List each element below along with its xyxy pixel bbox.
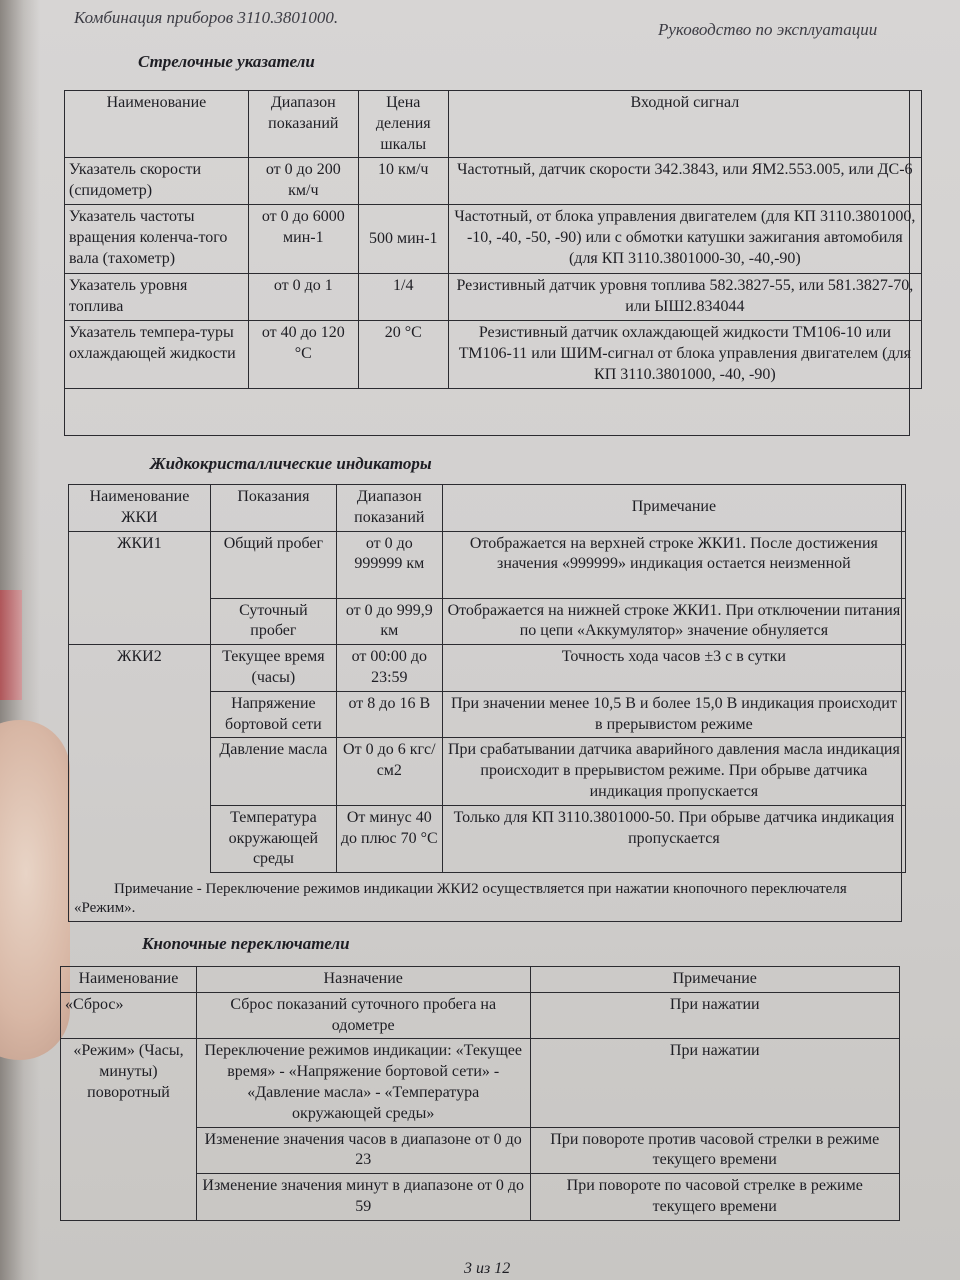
- col-note: Примечание: [530, 967, 900, 993]
- col-division: Цена деления шкалы: [358, 91, 448, 158]
- cell-range: от 0 до 999999 км: [336, 531, 442, 598]
- table-row: [61, 992, 900, 1039]
- table-row: [65, 321, 922, 388]
- cell-note: При нажатии: [530, 1039, 900, 1127]
- cell-note: При нажатии: [530, 992, 900, 1039]
- buttons-table: [60, 966, 900, 1221]
- cell-range: От минус 40 до плюс 70 °С: [336, 805, 442, 872]
- col-range: Диапазон показаний: [248, 91, 358, 158]
- cell-purpose: Изменение значения часов в диапазоне от 0 до 23: [196, 1127, 530, 1174]
- cell-note: При срабатывании датчика аварийного давления масла индикация происходит в прерывистом режиме. При обрыве датчика индикация пропускается: [442, 738, 905, 805]
- table-header-row: [69, 485, 906, 532]
- cell-name: «Режим» (Часы, минуты) поворотный: [61, 1039, 197, 1220]
- cell-signal: Резистивный датчик охлаждающей жидкости ТМ106-10 или ТМ106-11 или ШИМ-сигнал от блока управления двигателем (для КП 3110.3801000, -40, -90): [448, 321, 921, 388]
- col-purpose: Назначение: [196, 967, 530, 993]
- cell-range: от 00:00 до 23:59: [336, 645, 442, 692]
- lcd-table: [68, 484, 906, 873]
- col-note: Примечание: [442, 485, 905, 532]
- header-left: Комбинация приборов 3110.3801000.: [74, 8, 339, 27]
- cell-name: Указатель уровня топлива: [65, 274, 249, 321]
- table-row: [65, 274, 922, 321]
- cell-purpose: Сброс показаний суточного пробега на одометре: [196, 992, 530, 1039]
- cell-name: Указатель частоты вращения коленча-того вала (тахометр): [65, 205, 249, 274]
- table-row: [69, 645, 906, 692]
- cell-reading: Давление масла: [210, 738, 336, 805]
- cell-note: Точность хода часов ±3 с в сутки: [442, 645, 905, 692]
- lcd-footnote: Примечание - Переключение режимов индикации ЖКИ2 осуществляется при нажатии кнопочного переключателя «Режим».: [74, 881, 847, 916]
- cell-reading: Температура окружающей среды: [210, 805, 336, 872]
- col-signal: Входной сигнал: [448, 91, 921, 158]
- cell-division: 20 °С: [358, 321, 448, 388]
- col-range: Диапазон показаний: [336, 485, 442, 532]
- cell-note: При повороте по часовой стрелке в режиме текущего времени: [530, 1174, 900, 1221]
- cell-name: Указатель темпера-туры охлаждающей жидкости: [65, 321, 249, 388]
- table-row: [69, 531, 906, 598]
- header-right: Руководство по эксплуатации: [658, 20, 878, 39]
- page-number: 3 из 12: [464, 1260, 511, 1277]
- table-row: [65, 158, 922, 205]
- cell-note: Отображается на верхней строке ЖКИ1. После достижения значения «999999» индикация остается неизменной: [442, 531, 905, 598]
- col-name: Наименование: [61, 967, 197, 993]
- cell-range: от 0 до 1: [248, 274, 358, 321]
- cell-range: от 8 до 16 В: [336, 691, 442, 738]
- cell-note: При повороте против часовой стрелки в режиме текущего времени: [530, 1127, 900, 1174]
- col-reading: Показания: [210, 485, 336, 532]
- section2-title: Жидкокристаллические индикаторы: [150, 454, 432, 473]
- col-lcd-name: Наименование ЖКИ: [69, 485, 211, 532]
- cell-note: Отображается на нижней строке ЖКИ1. При отключении питания по цепи «Аккумулятор» значение обнуляется: [442, 598, 905, 645]
- cell-purpose: Переключение режимов индикации: «Текущее время» - «Напряжение бортовой сети» - «Давление масла» - «Температура окружающей среды»: [196, 1039, 530, 1127]
- cell-name: «Сброс»: [61, 992, 197, 1039]
- section3-title: Кнопочные переключатели: [142, 934, 350, 953]
- cell-range: от 0 до 6000 мин-1: [248, 205, 358, 274]
- table-row: [65, 205, 922, 274]
- table-header-row: [65, 91, 922, 158]
- cell-lcd-name: ЖКИ2: [69, 645, 211, 873]
- cell-signal: Частотный, от блока управления двигателем (для КП 3110.3801000, -10, -40, -50, -90) или с обмотки катушки зажигания автомобиля (для КП 3110.3801000-30, -40,-90): [448, 205, 921, 274]
- gauges-table: [64, 90, 922, 389]
- cell-reading: Общий пробег: [210, 531, 336, 598]
- binding-mark: [0, 590, 22, 700]
- cell-note: Только для КП 3110.3801000-50. При обрыве датчика индикация пропускается: [442, 805, 905, 872]
- cell-reading: Суточный пробег: [210, 598, 336, 645]
- cell-reading: Текущее время (часы): [210, 645, 336, 692]
- table-row: [61, 1039, 900, 1127]
- cell-range: от 0 до 999,9 км: [336, 598, 442, 645]
- cell-signal: Частотный, датчик скорости 342.3843, или ЯМ2.553.005, или ДС-6: [448, 158, 921, 205]
- cell-note: При значении менее 10,5 В и более 15,0 В индикация происходит в прерывистом режиме: [442, 691, 905, 738]
- section1-title: Стрелочные указатели: [138, 52, 315, 71]
- cell-range: От 0 до 6 кгс/см2: [336, 738, 442, 805]
- cell-purpose: Изменение значения минут в диапазоне от 0 до 59: [196, 1174, 530, 1221]
- table-header-row: [61, 967, 900, 993]
- cell-lcd-name: ЖКИ1: [69, 531, 211, 645]
- cell-division: 1/4: [358, 274, 448, 321]
- cell-division: 10 км/ч: [358, 158, 448, 205]
- cell-range: от 0 до 200 км/ч: [248, 158, 358, 205]
- cell-name: Указатель скорости (спидометр): [65, 158, 249, 205]
- cell-signal: Резистивный датчик уровня топлива 582.3827-55, или 581.3827-70, или ЫШ2.834044: [448, 274, 921, 321]
- col-name: Наименование: [65, 91, 249, 158]
- cell-reading: Напряжение бортовой сети: [210, 691, 336, 738]
- cell-division: 500 мин-1: [358, 205, 448, 274]
- cell-range: от 40 до 120 °С: [248, 321, 358, 388]
